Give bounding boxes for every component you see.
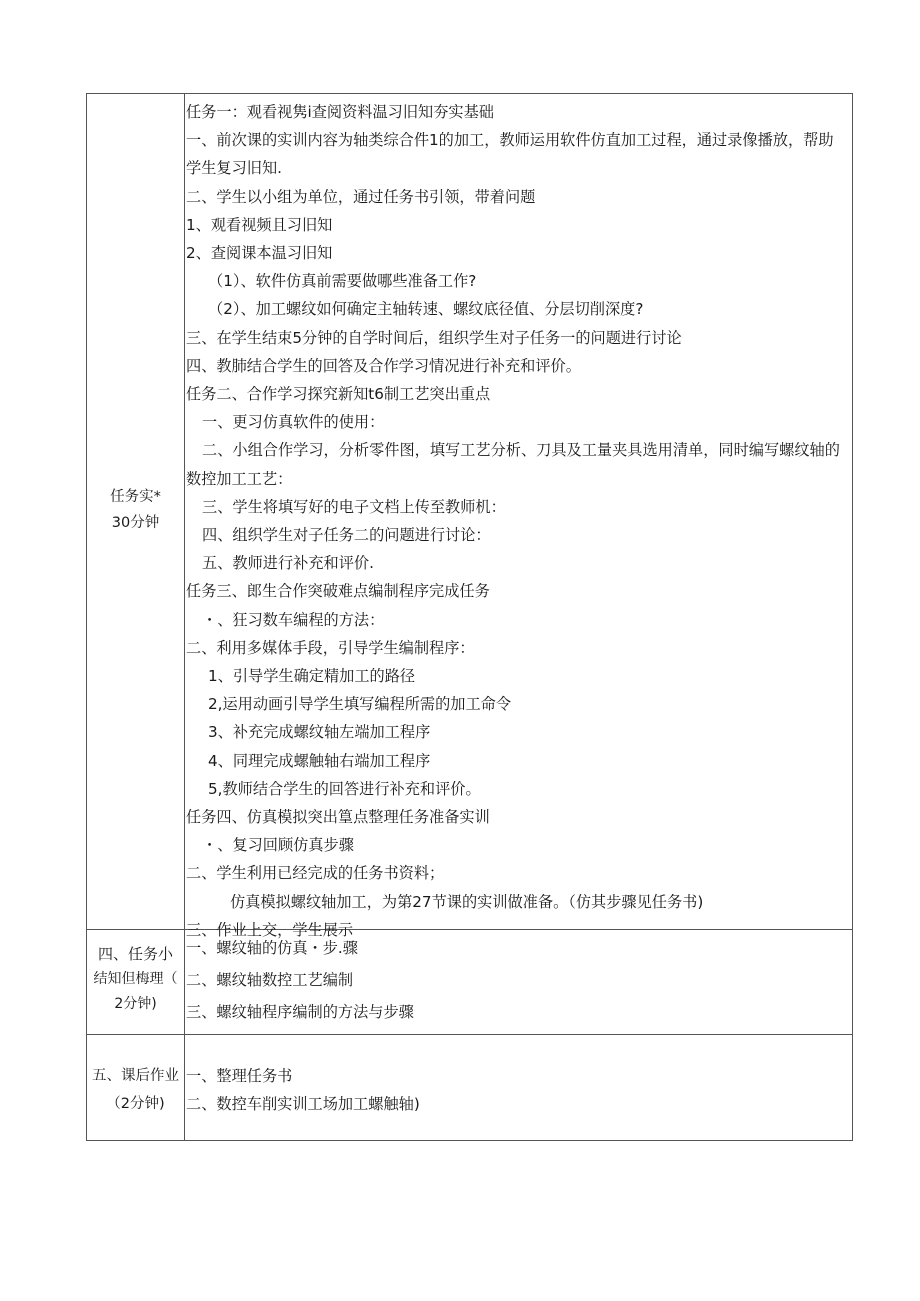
row-label-line: （2分钟) bbox=[106, 1096, 165, 1112]
content-line: （2）、加工螺纹如何确定主轴转速、螺纹底径值、分层切削深度? bbox=[208, 300, 644, 319]
content-line: 二、数控车削实训工场加工螺触轴) bbox=[186, 1095, 420, 1113]
content-line: ・、复习回顾仿真步骤 bbox=[202, 836, 354, 855]
table-row-task-practice bbox=[87, 94, 852, 939]
row-label-line: 30分钟 bbox=[111, 515, 160, 531]
content-line: 四、组织学生对子任务二的问题进行讨论： bbox=[202, 526, 491, 545]
content-line: 一、螺纹轴的仿真・步.骤 bbox=[186, 939, 358, 957]
row-label-line: 结知但梅理（ bbox=[93, 971, 178, 987]
content-line: 一、前次课的实训内容为轴类综合件1的加工，教师运用软件仿直加工过程，通过录像播放，帮助学生复习旧知. bbox=[186, 131, 834, 178]
content-line: 2,运用动画引导学生填写编程所需的加工命令 bbox=[208, 695, 512, 714]
lesson-table bbox=[86, 93, 853, 1141]
content-line: 二、利用多媒体手段，引导学生编制程序： bbox=[186, 638, 475, 657]
content-line: 4、同理完成螺触轴右端加工程序 bbox=[208, 751, 431, 770]
content-line: 三、螺纹轴程序编制的方法与步骤 bbox=[186, 1003, 414, 1021]
task-heading: 任务四、仿真模拟突出篁点整理任务准备实训 bbox=[186, 808, 490, 827]
content-line: 五、教师进行补充和评价. bbox=[202, 554, 374, 573]
row-label-line: 2分钟) bbox=[114, 996, 157, 1012]
content-line: 二、学生利用已经完成的任务书资料； bbox=[186, 864, 445, 883]
content-line: 三、在学生结束5分钟的自学时间后，组织学生对子任务一的问题进行讨论 bbox=[186, 328, 682, 347]
row-label-line: 四、任务小 bbox=[97, 945, 173, 963]
content-line: 1、引导学生确定精加工的路径 bbox=[208, 667, 416, 686]
table-row-homework bbox=[87, 1035, 852, 1141]
content-line: 1、观看视频且习旧知 bbox=[186, 215, 333, 234]
row-label-homework bbox=[87, 1062, 184, 1118]
content-line: 四、教肺结合学生的回答及合作学习情况进行补充和评价。 bbox=[186, 356, 581, 375]
task-heading: 任务二、合作学习探究新知t6制工艺突出重点 bbox=[186, 385, 491, 404]
content-line: ・、狂习数车编程的方法： bbox=[202, 610, 385, 629]
content-line: 三、学生将填写好的电子文档上传至教师机： bbox=[202, 497, 506, 516]
row-content-task-practice bbox=[186, 98, 848, 939]
content-line: 二、螺纹轴数控工艺编制 bbox=[186, 971, 354, 989]
content-line: 二、学生以小组为单位，通过任务书引领，带着问题 bbox=[186, 187, 536, 206]
content-line: 3、补充完成螺纹轴左端加工程序 bbox=[208, 723, 431, 742]
content-line: 仿真模拟螺纹轴加工，为第27节课的实训做准备。（仿其步骤见任务书) bbox=[230, 892, 704, 911]
content-line: 2、查阅课本温习旧知 bbox=[186, 244, 333, 263]
table-row-summary bbox=[87, 930, 852, 1034]
row-content-homework bbox=[186, 1062, 848, 1118]
content-line: 二、小组合作学习，分析零件图，填写工艺分析、刀具及工量夹具选用清单，同时编写螺纹轴的数控加工工艺： bbox=[186, 441, 840, 488]
content-line: 三、作业上交，学生展示 bbox=[186, 920, 354, 939]
content-line: （1）、软件仿真前需要做哪些准备工作? bbox=[208, 272, 477, 291]
content-line: 一、整理任务书 bbox=[186, 1067, 293, 1085]
row-label-line: 五、课后作业 bbox=[92, 1068, 179, 1084]
content-line: 一、更习仿真软件的使用： bbox=[202, 413, 385, 432]
row-label-task-practice bbox=[87, 484, 184, 536]
task-heading: 任务三、郎生合作突破难点编制程序完成任务 bbox=[186, 582, 490, 601]
row-content-summary bbox=[186, 932, 848, 1028]
task-heading: 任务一：观看视隽i查阅资料温习旧知夯实基础 bbox=[186, 103, 494, 121]
row-label-summary bbox=[87, 942, 184, 1017]
row-label-line: 任务实* bbox=[110, 489, 161, 505]
content-line: 5,教师结合学生的回答进行补充和评价。 bbox=[208, 779, 481, 798]
